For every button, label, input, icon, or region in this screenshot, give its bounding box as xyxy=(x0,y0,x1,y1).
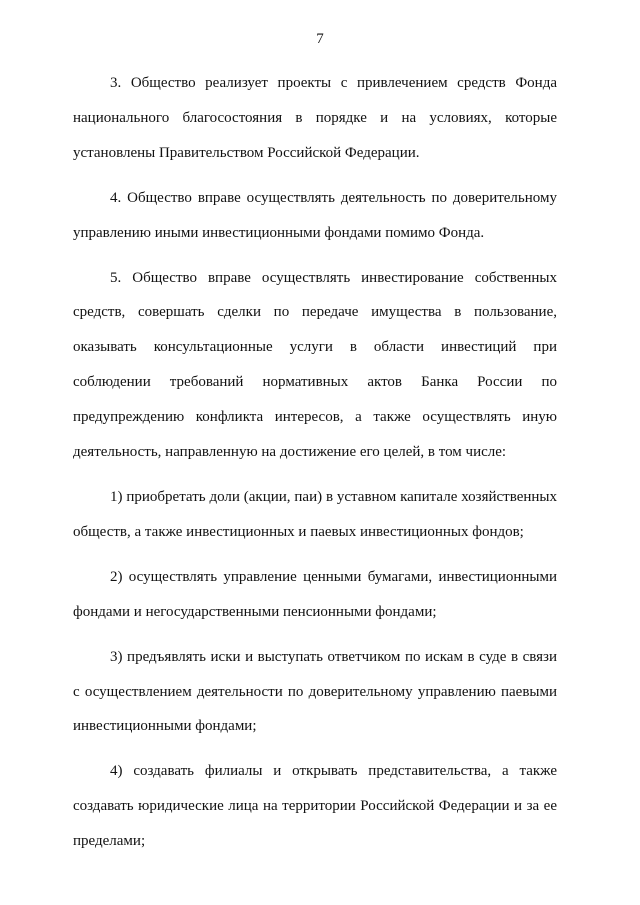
list-item-3: 3) предъявлять иски и выступать ответчиком по искам в суде в связи с осуществлением деятельности по доверительному управлению паевыми инвестиционными фондами; xyxy=(73,648,557,735)
paragraph-5: 5. Общество вправе осуществлять инвестирование собственных средств, совершать сделки по передаче имущества в пользование, оказывать консультационные услуги в области инвестиций при соблюдении требований нормативных актов Банка России по предупреждению конфликта интересов, а также осуществлять иную деятельность, направленную на достижение его целей, в том числе: xyxy=(73,269,557,461)
list-item-4: 4) создавать филиалы и открывать представительства, а также создавать юридические лица на территории Российской Федерации и за ее пределами; xyxy=(73,763,557,850)
paragraph-3: 3. Общество реализует проекты с привлечением средств Фонда национального благосостояния в порядке и на условиях, которые установлены Правительством Российской Федерации. xyxy=(73,75,557,161)
document-body xyxy=(73,66,557,869)
list-item-1: 1) приобретать доли (акции, паи) в уставном капитале хозяйственных обществ, а также инвестиционных и паевых инвестиционных фондов; xyxy=(73,488,557,540)
paragraph-4: 4. Общество вправе осуществлять деятельность по доверительному управлению иными инвестиционными фондами помимо Фонда. xyxy=(73,189,557,241)
list-item-2: 2) осуществлять управление ценными бумагами, инвестиционными фондами и негосударственными пенсионными фондами; xyxy=(73,568,557,620)
page-number: 7 xyxy=(316,31,324,47)
